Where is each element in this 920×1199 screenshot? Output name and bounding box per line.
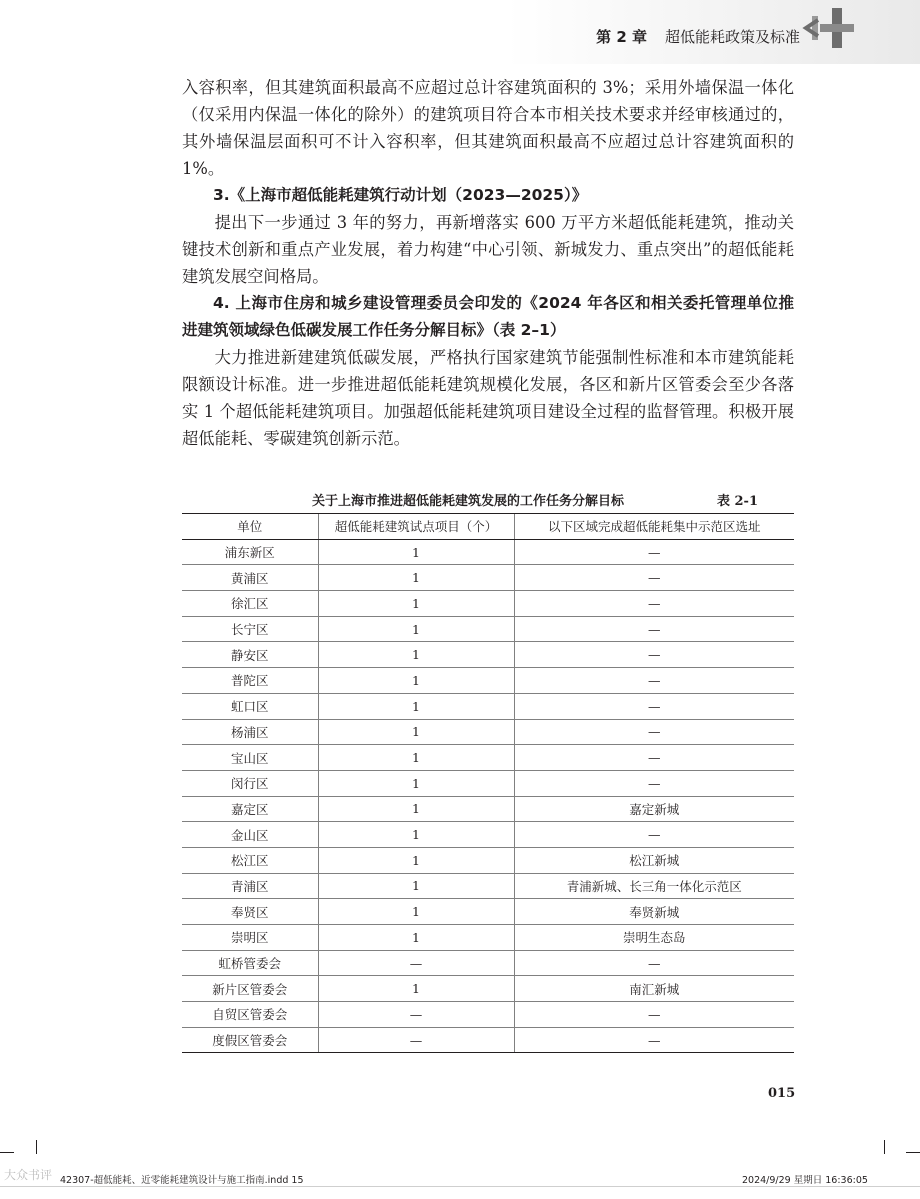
data-table (182, 513, 794, 1053)
paragraph: 提出下一步通过 3 年的努力，再新增落实 600 万平方米超低能耗建筑，推动关键技术创新和重点产业发展，着力构建“中心引领、新城发力、重点突出”的超低能耗建筑发展空间格局。 (182, 213, 794, 286)
table-cell: — (514, 770, 794, 796)
table-cell: 金山区 (182, 822, 318, 848)
table-cell: — (514, 822, 794, 848)
section-heading: 3.《上海市超低能耗建筑行动计划（2023—2025）》 (213, 186, 588, 204)
table-cell: — (514, 539, 794, 565)
table-cell: 1 (318, 770, 514, 796)
paragraph: 入容积率，但其建筑面积最高不应超过总计容建筑面积的 3%；采用外墙保温一体化（仅采用内保温一体化的除外）的建筑项目符合本市相关技术要求并经审核通过的，其外墙保温层面积可不计入容积率，但其建筑面积最高不应超过总计容建筑面积的 1%。 (182, 78, 794, 178)
table-cell: — (514, 565, 794, 591)
page-number: 015 (768, 1086, 796, 1101)
table-row (182, 770, 794, 796)
table-cell: — (514, 745, 794, 771)
table-row (182, 745, 794, 771)
table-row (182, 1027, 794, 1053)
table-row (182, 693, 794, 719)
table-cell: 奉贤新城 (514, 899, 794, 925)
table-cell: — (318, 950, 514, 976)
table-cell: 青浦新城、长三角一体化示范区 (514, 873, 794, 899)
table-cell: 1 (318, 847, 514, 873)
table-cell: — (514, 693, 794, 719)
table-cell: 虹口区 (182, 693, 318, 719)
table-row (182, 976, 794, 1002)
table-header-row (182, 514, 794, 540)
table-row (182, 847, 794, 873)
table-title: 关于上海市推进超低能耗建筑发展的工作任务分解目标 (312, 494, 625, 509)
table-cell: 1 (318, 616, 514, 642)
table-cell: 1 (318, 925, 514, 951)
crop-mark (0, 1152, 14, 1153)
table-cell: — (514, 1027, 794, 1053)
table-cell: — (514, 591, 794, 617)
table-cell: — (514, 668, 794, 694)
table-cell: 闵行区 (182, 770, 318, 796)
table-cell: 1 (318, 591, 514, 617)
table-cell: 1 (318, 642, 514, 668)
table-cell: 虹桥管委会 (182, 950, 318, 976)
table-cell: 1 (318, 668, 514, 694)
crop-mark (906, 1152, 920, 1153)
table-cell: 1 (318, 873, 514, 899)
table-cell: 奉贤区 (182, 899, 318, 925)
paragraph: 大力推进新建建筑低碳发展，严格执行国家建筑节能强制性标准和本市建筑能耗限额设计标准。进一步推进超低能耗建筑规模化发展，各区和新片区管委会至少各落实 1 个超低能耗建筑项目。加强超低能耗建筑项目建设全过程的监督管理。积极开展超低能耗、零碳建筑创新示范。 (182, 348, 794, 448)
table-row (182, 822, 794, 848)
table-cell: 静安区 (182, 642, 318, 668)
header-cell: 超低能耗建筑试点项目（个） (318, 514, 514, 540)
table-cell: 1 (318, 976, 514, 1002)
header-cell: 以下区域完成超低能耗集中示范区选址 (514, 514, 794, 540)
table-cell: — (514, 616, 794, 642)
table-row (182, 796, 794, 822)
table-cell: 普陀区 (182, 668, 318, 694)
table-number: 表 2-1 (716, 494, 758, 509)
table-row (182, 668, 794, 694)
table-cell: 1 (318, 539, 514, 565)
crop-mark (884, 1140, 885, 1154)
crop-mark (36, 1140, 37, 1154)
table-row (182, 719, 794, 745)
table-cell: 松江区 (182, 847, 318, 873)
table-cell: 长宁区 (182, 616, 318, 642)
table-cell: 1 (318, 719, 514, 745)
table-cell: — (318, 1027, 514, 1053)
chapter-number: 第 2 章 (596, 28, 647, 46)
table-row (182, 1002, 794, 1028)
table-cell: 度假区管委会 (182, 1027, 318, 1053)
table-cell: 1 (318, 745, 514, 771)
table-cell: 崇明区 (182, 925, 318, 951)
table-cell: 青浦区 (182, 873, 318, 899)
table-cell: — (514, 719, 794, 745)
file-name: 42307-超低能耗、近零能耗建筑设计与施工指南.indd 15 (60, 1175, 304, 1186)
header-cell: 单位 (182, 514, 318, 540)
table-cell: 1 (318, 899, 514, 925)
table-cell: 自贸区管委会 (182, 1002, 318, 1028)
table-row (182, 642, 794, 668)
table-cell: 1 (318, 822, 514, 848)
table-cell: 浦东新区 (182, 539, 318, 565)
table-row (182, 565, 794, 591)
body-text (182, 74, 794, 452)
table-row (182, 873, 794, 899)
table-cell: 1 (318, 693, 514, 719)
table-cell: 黄浦区 (182, 565, 318, 591)
table-cell: 崇明生态岛 (514, 925, 794, 951)
table-row (182, 950, 794, 976)
chapter-logo-icon (798, 6, 858, 50)
table-row (182, 925, 794, 951)
crop-mark (0, 1186, 920, 1187)
table-cell: — (514, 950, 794, 976)
table-cell: 杨浦区 (182, 719, 318, 745)
table-cell: — (514, 1002, 794, 1028)
table-cell: 新片区管委会 (182, 976, 318, 1002)
table-cell: 嘉定区 (182, 796, 318, 822)
table-cell: 1 (318, 796, 514, 822)
table-cell: 宝山区 (182, 745, 318, 771)
table-row (182, 899, 794, 925)
watermark: 大众书评 (4, 1168, 53, 1182)
chapter-title: 超低能耗政策及标准 (664, 28, 800, 46)
table-cell: 南汇新城 (514, 976, 794, 1002)
table-cell: 嘉定新城 (514, 796, 794, 822)
print-timestamp: 2024/9/29 星期日 16:36:05 (742, 1175, 868, 1186)
table-cell: — (514, 642, 794, 668)
running-header (596, 26, 800, 47)
table-cell: — (318, 1002, 514, 1028)
table-cell: 徐汇区 (182, 591, 318, 617)
table-row (182, 591, 794, 617)
section-heading: 4. 上海市住房和城乡建设管理委员会印发的《2024 年各区和相关委托管理单位推进建筑领域绿色低碳发展工作任务分解目标》（表 2–1） (182, 294, 794, 339)
table-cell: 松江新城 (514, 847, 794, 873)
table-cell: 1 (318, 565, 514, 591)
table-row (182, 616, 794, 642)
table-row (182, 539, 794, 565)
